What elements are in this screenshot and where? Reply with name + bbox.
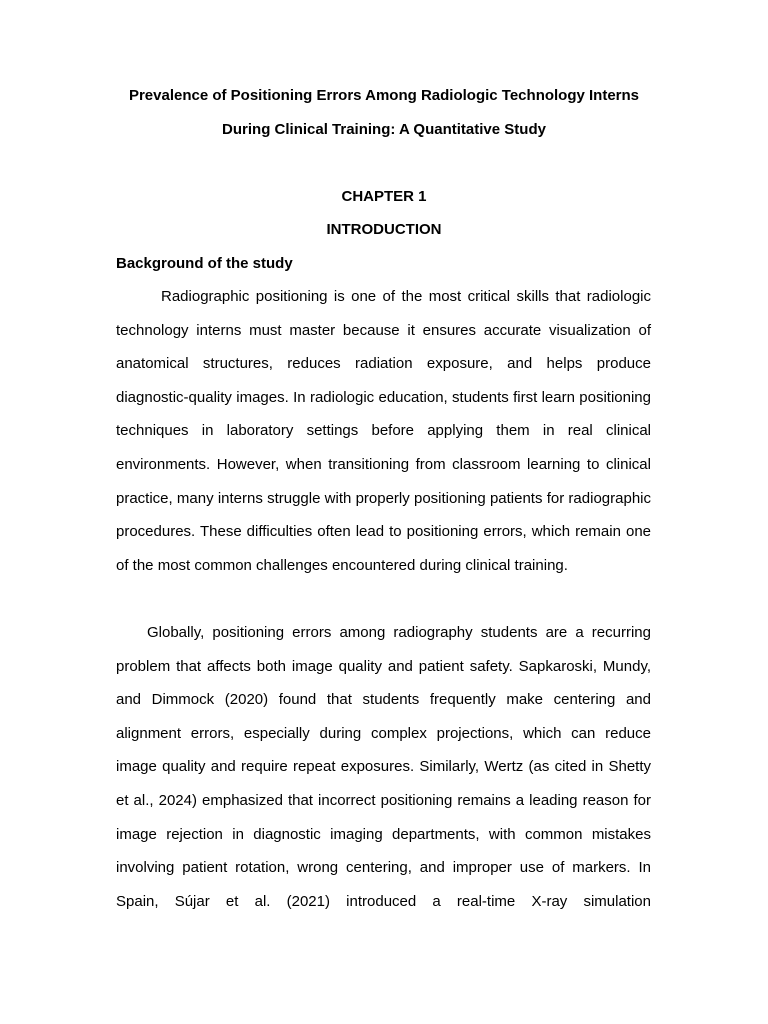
chapter-number: CHAPTER 1 (341, 188, 427, 205)
chapter-title: INTRODUCTION (326, 221, 442, 238)
body-paragraph-2: Globally, positioning errors among radiography students are a recurring problem that affects both image quality and patient safety. Sapkaroski, Mundy, and Dimmock (2020) found that students frequently make centering and alignment errors, especially during complex projections, which can reduce image quality and require repeat exposures. Similarly, Wertz (as cited in Shetty et al., 2024) emphasized that incorrect positioning remains a leading reason for image rejection in diagnostic imaging departments, with common mistakes involving patient rotation, wrong centering, and improper use of markers. In Spain, Sújar et al. (2021) introduced a real-time X-ray simulation (116, 624, 651, 910)
document-title-line-1: Prevalence of Positioning Errors Among Radiologic Technology Interns (128, 87, 640, 104)
section-heading: Background of the study (116, 255, 293, 272)
body-paragraph-1: Radiographic positioning is one of the most critical skills that radiologic technology interns must master because it ensures accurate visualization of anatomical structures, reduces radiation exposure, and helps produce diagnostic-quality images. In radiologic education, students first learn positioning techniques in laboratory settings before applying them in real clinical environments. However, when transitioning from classroom learning to clinical practice, many interns struggle with properly positioning patients for radiographic procedures. These difficulties often lead to positioning errors, which remain one of the most common challenges encountered during clinical training. (116, 288, 651, 574)
document-title-line-2: During Clinical Training: A Quantitative Study (222, 121, 546, 138)
